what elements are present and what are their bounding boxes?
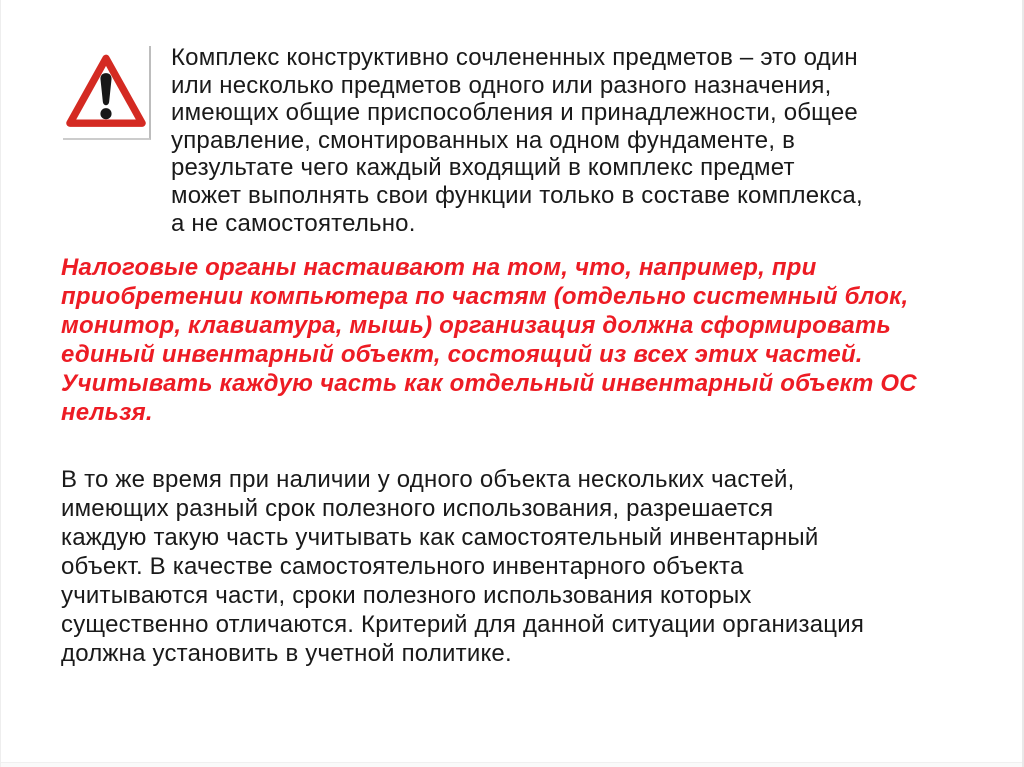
text-line: объект. В качестве самостоятельного инвентарного объекта	[61, 553, 744, 580]
text-line: имеющих разный срок полезного использования, разрешается	[61, 495, 774, 522]
text-line: приобретении компьютера по частям (отдельно системный блок,	[61, 283, 909, 310]
text-line: Налоговые органы настаивают на том, что, например, при	[61, 254, 817, 281]
text-line: монитор, клавиатура, мышь) организация должна сформировать	[61, 312, 891, 339]
text-line: нельзя.	[61, 399, 153, 426]
definition-paragraph	[171, 44, 1001, 237]
warning-triangle-icon	[65, 50, 147, 134]
text-line: должна установить в учетной политике.	[61, 640, 512, 667]
text-line: имеющих общие приспособления и принадлежности, общее	[171, 99, 858, 127]
text-line: учитываются части, сроки полезного использования которых	[61, 582, 752, 609]
text-line: Комплекс конструктивно сочлененных предметов – это один	[171, 44, 858, 71]
tax-note-paragraph	[61, 253, 1006, 427]
text-line: каждую такую часть учитывать как самостоятельный инвентарный	[61, 524, 819, 551]
warning-image-frame	[63, 46, 151, 140]
text-line: управление, смонтированных на одном фундаменте, в	[171, 126, 796, 154]
text-line: может выполнять свои функции только в составе комплекса,	[171, 181, 863, 209]
text-line: а не самостоятельно.	[171, 209, 416, 237]
text-line: Учитывать каждую часть как отдельный инвентарный объект ОС	[61, 370, 917, 397]
useful-life-paragraph	[61, 465, 1011, 668]
text-line: единый инвентарный объект, состоящий из всех этих частей.	[61, 341, 863, 368]
text-line: В то же время при наличии у одного объекта нескольких частей,	[61, 466, 795, 493]
text-line: существенно отличаются. Критерий для данной ситуации организация	[61, 611, 865, 638]
text-line: или несколько предметов одного или разного назначения,	[171, 71, 832, 99]
slide-bottom-edge	[1, 762, 1022, 767]
text-line: результате чего каждый входящий в комплекс предмет	[171, 154, 795, 182]
